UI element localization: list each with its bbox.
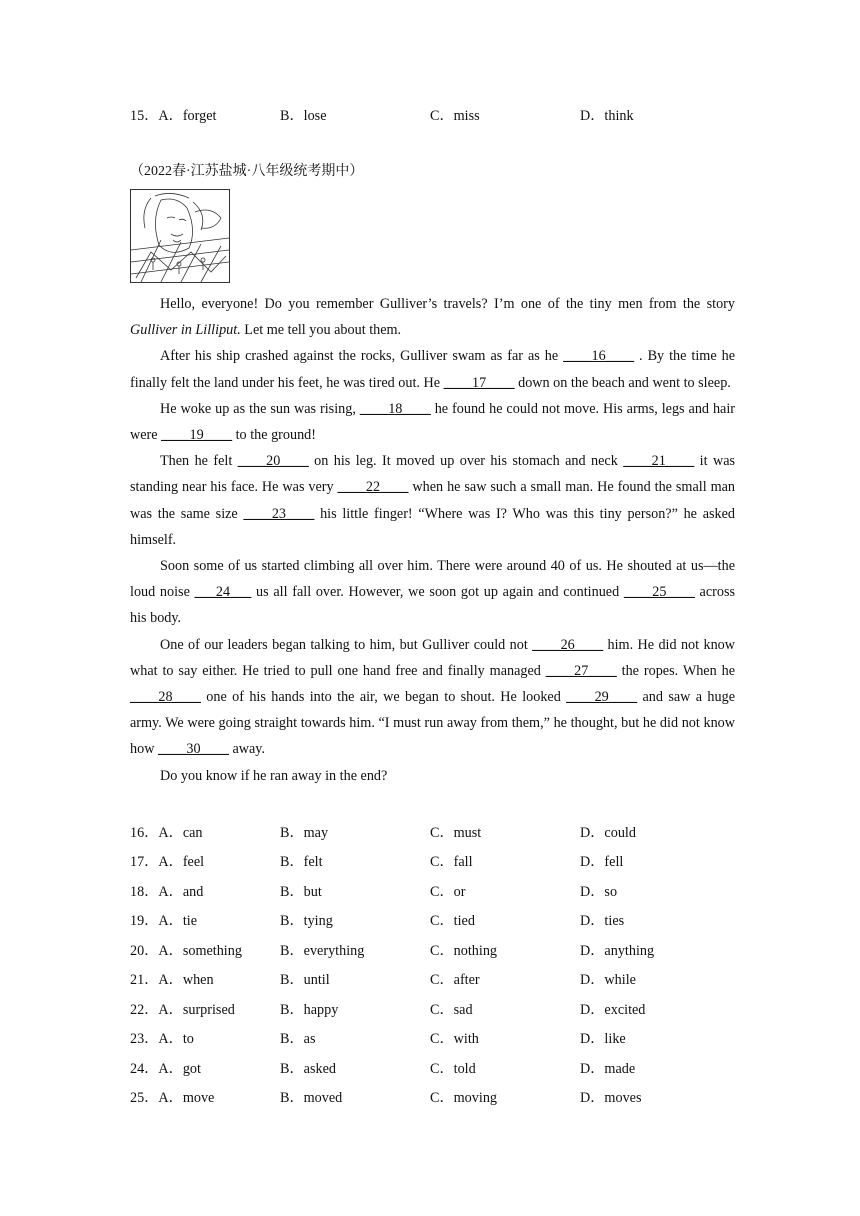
blank-23: ____23____ [243, 505, 315, 522]
paragraph-3: He woke up as the sun was rising, ____18____ he found he could not move. His arms, legs and hair were ____19____ to the ground! [130, 400, 736, 444]
blank-29: ____29____ [566, 689, 638, 706]
paragraph-2: After his ship crashed against the rocks, Gulliver swam as far as he ____16____ . By the time he finally felt the land under his feet, he was tired out. He ____17____ down on the beach and went to sleep. [130, 348, 735, 391]
question-24-row: 24．A．got B．asked C．told D．made [130, 1061, 636, 1077]
question-16-row: 16．A．can B．may C．must D．could [130, 825, 636, 841]
question-21-row: 21．A．when B．until C．after D．while [130, 972, 636, 988]
q15-option-d: D．think [580, 108, 634, 124]
question-22-row: 22．A．surprised B．happy C．sad D．excited [130, 1002, 646, 1018]
paragraph-1: Hello, everyone! Do you remember Gulliver’s travels? I’m one of the tiny men from the story Gulliver in Lilliput. Let me tell you about them. [130, 296, 735, 339]
question-18-row: 18．A．and B．but C．or D．so [130, 884, 618, 900]
paragraph-5: Soon some of us started climbing all over him. There were around 40 of us. He shouted at us—the loud noise ___24___ us all fall over. However, we soon got up again and continued ____25____ across his body. [130, 558, 735, 627]
q15-option-c: C．miss [430, 108, 480, 124]
q15-option-b: B．lose [280, 108, 327, 124]
question-15-row [130, 105, 750, 127]
gulliver-illustration-icon [130, 189, 230, 283]
blank-18: ____18____ [359, 400, 431, 417]
blank-21: ____21____ [623, 453, 695, 470]
blank-19: ____19____ [161, 427, 233, 444]
blank-22: ____22____ [337, 479, 409, 496]
blank-27: ____27____ [545, 662, 617, 679]
blank-16: ____16____ [563, 348, 635, 365]
paragraph-7: Do you know if he ran away in the end? [160, 767, 388, 784]
blank-24: ___24___ [194, 584, 252, 601]
blank-17: ____17____ [443, 374, 515, 391]
story-title: Gulliver in Lilliput. [130, 322, 241, 339]
blank-25: ____25____ [623, 584, 695, 601]
blank-26: ____26____ [532, 636, 604, 653]
question-23-row: 23．A．to B．as C．with D．like [130, 1031, 626, 1047]
blank-30: ____30____ [157, 741, 229, 758]
paragraph-6: One of our leaders began talking to him, but Gulliver could not ____26____ him. He did not know what to say either. He tried to pull one hand free and finally managed ____27____ the ropes. When he ____28____ one of his hands into the air, we began to shout. He looked ____29____ and saw a huge army. We were going straight towards him. “I must run away from them,” he thought, but he did not know how ____30____ away. [130, 636, 736, 758]
question-17-row: 17．A．feel B．felt C．fall D．fell [130, 854, 624, 870]
question-19-row: 19．A．tie B．tying C．tied D．ties [130, 913, 625, 929]
blank-28: ____28____ [130, 689, 201, 706]
paragraph-4: Then he felt ____20____ on his leg. It moved up over his stomach and neck ____21____ it was standing near his face. He was very ____22____ when he saw such a small man. He found the small man was the same size ____23____ his little finger! “Where was I? Who was this tiny person?” he asked himself. [130, 453, 736, 548]
blank-20: ____20____ [237, 453, 309, 470]
passage-source: （2022春·江苏盐城·八年级统考期中） [130, 164, 364, 179]
question-20-row: 20．A．something B．everything C．nothing D．anything [130, 943, 655, 959]
q15-option-a: 15．A．forget [130, 108, 217, 124]
question-25-row: 25．A．move B．moved C．moving D．moves [130, 1090, 642, 1106]
passage-text [130, 291, 735, 789]
